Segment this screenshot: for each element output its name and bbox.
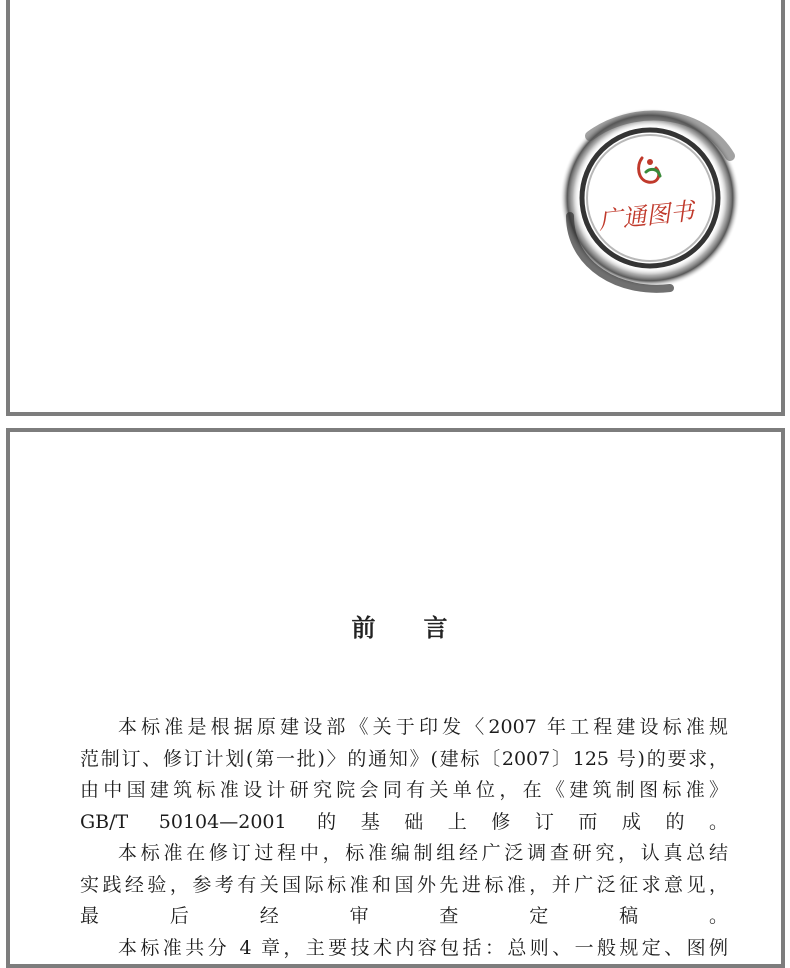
- text-line: 本标准是根据原建设部《关于印发〈2007 年工程建设标准规: [118, 716, 728, 738]
- text-line: 本标准在修订过程中，标准编制组经广泛调查研究，认真总结: [118, 842, 728, 864]
- guangtong-books-logo: [550, 96, 750, 296]
- text-line: GB/T 50104—2001 的基础上修订而成的。: [80, 810, 728, 833]
- logo-wordmark: 广通图书: [597, 197, 696, 235]
- text-line: 实践经验，参考有关国际标准和国外先进标准，并广泛征求意见，: [80, 873, 728, 896]
- paragraph-2: [80, 838, 728, 933]
- preface-body: [80, 712, 728, 964]
- preface-page: [6, 428, 785, 968]
- text-line: 由中国建筑标准设计研究院会同有关单位，在《建筑制图标准》: [80, 779, 728, 801]
- blank-page-top: [6, 0, 785, 416]
- paragraph-3: [80, 933, 728, 965]
- text-line: 范制订、修订计划(第一批)〉的通知》(建标〔2007〕125 号)的要求，: [80, 747, 728, 770]
- text-line: 最后经审查定稿。: [80, 905, 728, 927]
- text-line: 本标准共分 4 章，主要技术内容包括：总则、一般规定、图例: [118, 936, 728, 959]
- preface-title: 前言: [351, 614, 496, 642]
- paragraph-1: [80, 712, 728, 838]
